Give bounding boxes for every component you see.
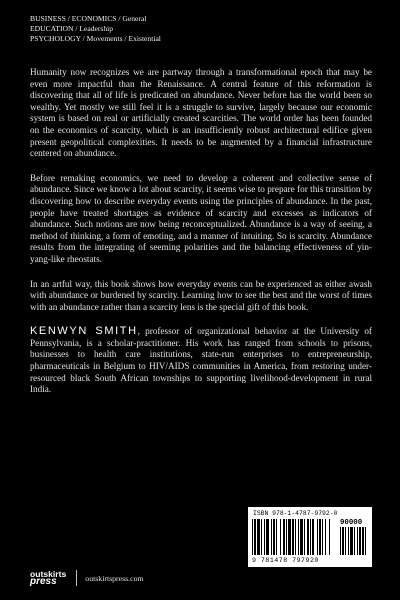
author-name: KENWYN SMITH [30, 325, 138, 338]
blurb-paragraph-2: Before remaking economics, we need to develop a coherent and collective sense of abundance. Since we know a lot about scarcity, it seems wise to prepare for this transition by discovering how to describe everyday events using the principles of abundance. In the past, people have treated shortages as evidence of scarcity and excesses as indicators of abundance. Such notions are now being reconceptualized. Abundance is a way of seeing, a method of thinking, a form of emoting, and a manner of intuiting. So is scarcity. Abundance results from the integrating of seeming polarities and the balancing effectiveness of yin-yang-like rheostats. [30, 172, 372, 264]
isbn-label: ISBN 978-1-4787-9792-0 [253, 510, 338, 517]
category-line: BUSINESS / ECONOMICS / General [30, 14, 147, 23]
price-code: 90000 [340, 519, 363, 527]
blurb-paragraph-1: Humanity now recognizes we are partway through a transformational epoch that may be even more impactful than the Renaissance. A central feature of this reformation is discovering that all of life is predicated on abundance. Never before has the world been so wealthy. Yet mostly we still feel it is a struggle to survive, largely because our economic system is based on real or artificially created scarcities. The world order has been founded on the economics of scarcity, which is an insufficiently robust architectural edifice given present geopolitical complexities. It needs to be augmented by a financial infrastructure centered on abundance. [30, 67, 372, 159]
blurb-paragraph-3: In an artful way, this book shows how everyday events can be experienced as either awash with abundance or burdened by scarcity. Learning how to see the best and the worst of times with an abundance rather than a scarcity lens is the special gift of this book. [30, 278, 372, 312]
publisher-logo-bottom: press [30, 576, 57, 587]
publisher-logo-top: outskirts [30, 569, 67, 579]
publisher-logo [30, 570, 66, 586]
category-line: PSYCHOLOGY / Movements / Existential [30, 34, 161, 43]
author-bio-text: , professor of organizational behavior at the University of Pennsylvania, is a scholar-practitioner. His work has ranged from schools to prisons, businesses to health care institutions, state-run enterprises to entrepreneurship, pharmaceuticals in Belgium to HIV/AIDS communities in America, from restoring under-resourced black South African townships to supporting livelihood-development in rural India. [30, 326, 372, 395]
isbn-barcode [248, 507, 372, 567]
barcode-bars [252, 519, 368, 557]
category-line: EDUCATION / Leadership [30, 24, 114, 33]
barcode-digits: 9 781478 797920 [252, 557, 319, 564]
publisher-url: outskirtspress.com [85, 573, 144, 583]
back-cover-blurb [30, 67, 372, 409]
publisher-block [30, 570, 144, 586]
author-bio [30, 326, 372, 396]
category-list [30, 14, 161, 44]
publisher-divider [76, 570, 77, 586]
